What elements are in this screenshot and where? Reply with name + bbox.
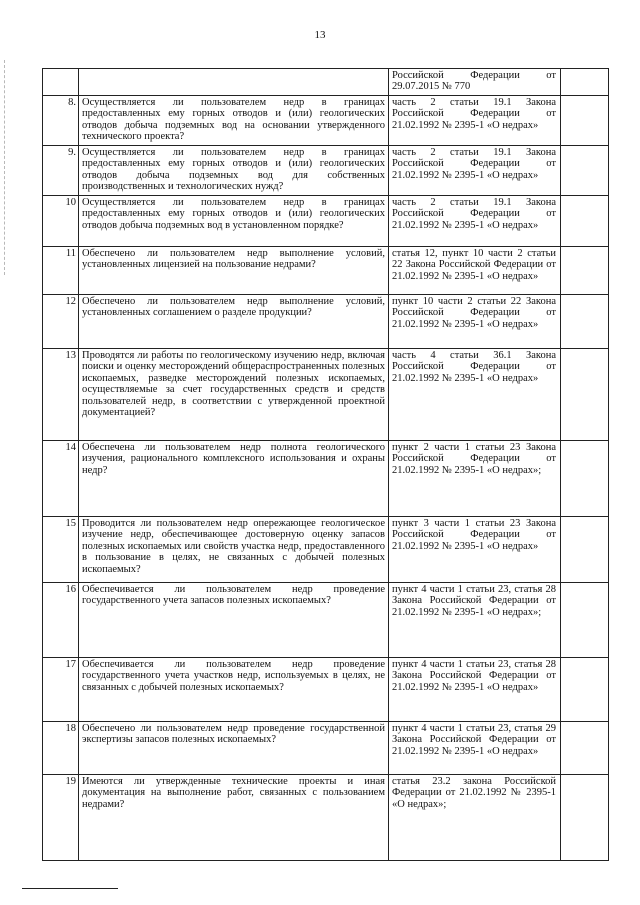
legal-reference: часть 2 статьи 19.1 Закона Российской Федерации от 21.02.1992 № 2395-1 «О недрах»	[389, 96, 561, 146]
empty-cell	[561, 69, 609, 96]
row-number: 15	[43, 517, 79, 583]
legal-reference: статья 12, пункт 10 части 2 статьи 22 Закона Российской Федерации от 21.02.1992 № 2395-1 «О недрах»	[389, 247, 561, 295]
empty-cell	[561, 349, 609, 441]
row-number: 13	[43, 349, 79, 441]
empty-cell	[561, 196, 609, 247]
page-number: 13	[314, 29, 326, 41]
question-text: Осуществляется ли пользователем недр в границах предоставленных ему горных отводов и (или) геологических отводов добыча подземных вод в установленном порядке?	[79, 196, 389, 247]
row-number: 18	[43, 722, 79, 775]
empty-cell	[561, 146, 609, 196]
row-number	[43, 69, 79, 96]
empty-cell	[561, 247, 609, 295]
legal-reference: пункт 2 части 1 статьи 23 Закона Российской Федерации от 21.02.1992 № 2395-1 «О недрах»;	[389, 441, 561, 517]
row-number: 19	[43, 775, 79, 861]
table-row	[43, 722, 609, 775]
question-text: Осуществляется ли пользователем недр в границах предоставленных ему горных отводов и (или) геологических отводов добыча подземных вод на основании утвержденного технического проекта?	[79, 96, 389, 146]
row-number: 14	[43, 441, 79, 517]
empty-cell	[561, 517, 609, 583]
empty-cell	[561, 775, 609, 861]
empty-cell	[561, 722, 609, 775]
question-text: Осуществляется ли пользователем недр в границах предоставленных ему горных отводов и (или) геологических отводов добыча подземных вод для собственных производственных и технологических нужд?	[79, 146, 389, 196]
legal-reference: часть 2 статьи 19.1 Закона Российской Федерации от 21.02.1992 № 2395-1 «О недрах»	[389, 146, 561, 196]
row-number: 10	[43, 196, 79, 247]
question-text: Обеспечено ли пользователем недр выполнение условий, установленных лицензией на пользование недрами?	[79, 247, 389, 295]
table-row	[43, 295, 609, 349]
question-text: Обеспечивается ли пользователем недр проведение государственного учета запасов полезных ископаемых?	[79, 583, 389, 658]
table-row	[43, 517, 609, 583]
legal-reference: статья 23.2 закона Российской Федерации от 21.02.1992 № 2395-1 «О недрах»;	[389, 775, 561, 861]
row-number: 8.	[43, 96, 79, 146]
legal-reference: пункт 4 части 1 статьи 23, статья 29 Закона Российской Федерации от 21.02.1992 № 2395-1 «О недрах»	[389, 722, 561, 775]
table-row	[43, 349, 609, 441]
empty-cell	[561, 295, 609, 349]
empty-cell	[561, 441, 609, 517]
question-text: Обеспечивается ли пользователем недр проведение государственного учета участков недр, используемых в целях, не связанных с добычей полезных ископаемых?	[79, 658, 389, 722]
table-row	[43, 146, 609, 196]
table-row	[43, 247, 609, 295]
row-number: 12	[43, 295, 79, 349]
row-number: 16	[43, 583, 79, 658]
table-row	[43, 583, 609, 658]
legal-reference: пункт 4 части 1 статьи 23, статья 28 Закона Российской Федерации от 21.02.1992 № 2395-1 «О недрах»;	[389, 583, 561, 658]
empty-cell	[561, 658, 609, 722]
row-number: 9.	[43, 146, 79, 196]
legal-reference: часть 2 статьи 19.1 Закона Российской Федерации от 21.02.1992 № 2395-1 «О недрах»	[389, 196, 561, 247]
scan-margin-line	[4, 60, 5, 275]
legal-reference: пункт 4 части 1 статьи 23, статья 28 Закона Российской Федерации от 21.02.1992 № 2395-1 «О недрах»	[389, 658, 561, 722]
table-row	[43, 441, 609, 517]
legal-reference: Российской Федерации от 29.07.2015 № 770	[389, 69, 561, 96]
question-text: Обеспечено ли пользователем недр проведение государственной экспертизы запасов полезных ископаемых?	[79, 722, 389, 775]
table-row	[43, 96, 609, 146]
row-number: 17	[43, 658, 79, 722]
legal-reference: пункт 10 части 2 статьи 22 Закона Российской Федерации от 21.02.1992 № 2395-1 «О недрах»	[389, 295, 561, 349]
legal-reference: пункт 3 части 1 статьи 23 Закона Российской Федерации от 21.02.1992 № 2395-1 «О недрах»	[389, 517, 561, 583]
row-number: 11	[43, 247, 79, 295]
empty-cell	[561, 583, 609, 658]
empty-cell	[561, 96, 609, 146]
table-row	[43, 69, 609, 96]
question-text: Проводится ли пользователем недр опережающее геологическое изучение недр, обеспечивающее достоверную оценку запасов полезных ископаемых или свойств участка недр, предоставленного в пользование в целях, не связанных с добычей полезных ископаемых?	[79, 517, 389, 583]
question-text: Обеспечено ли пользователем недр выполнение условий, установленных соглашением о разделе продукции?	[79, 295, 389, 349]
inspection-checklist-table	[42, 68, 609, 861]
question-text: Имеются ли утвержденные технические проекты и иная документация на выполнение работ, связанных с пользованием недрами?	[79, 775, 389, 861]
table-row	[43, 775, 609, 861]
table-row	[43, 658, 609, 722]
table-row	[43, 196, 609, 247]
question-text	[79, 69, 389, 96]
question-text: Обеспечена ли пользователем недр полнота геологического изучения, рационального комплексного использования и охраны недр?	[79, 441, 389, 517]
legal-reference: часть 4 статьи 36.1 Закона Российской Федерации от 21.02.1992 № 2395-1 «О недрах»	[389, 349, 561, 441]
footnote-separator	[22, 888, 118, 889]
question-text: Проводятся ли работы по геологическому изучению недр, включая поиски и оценку месторождений общераспространенных полезных ископаемых, разведке месторождений полезных ископаемых, осуществляемые за счет государственных средств и средств пользователей недр, в соответствии с утвержденной проектной документацией?	[79, 349, 389, 441]
